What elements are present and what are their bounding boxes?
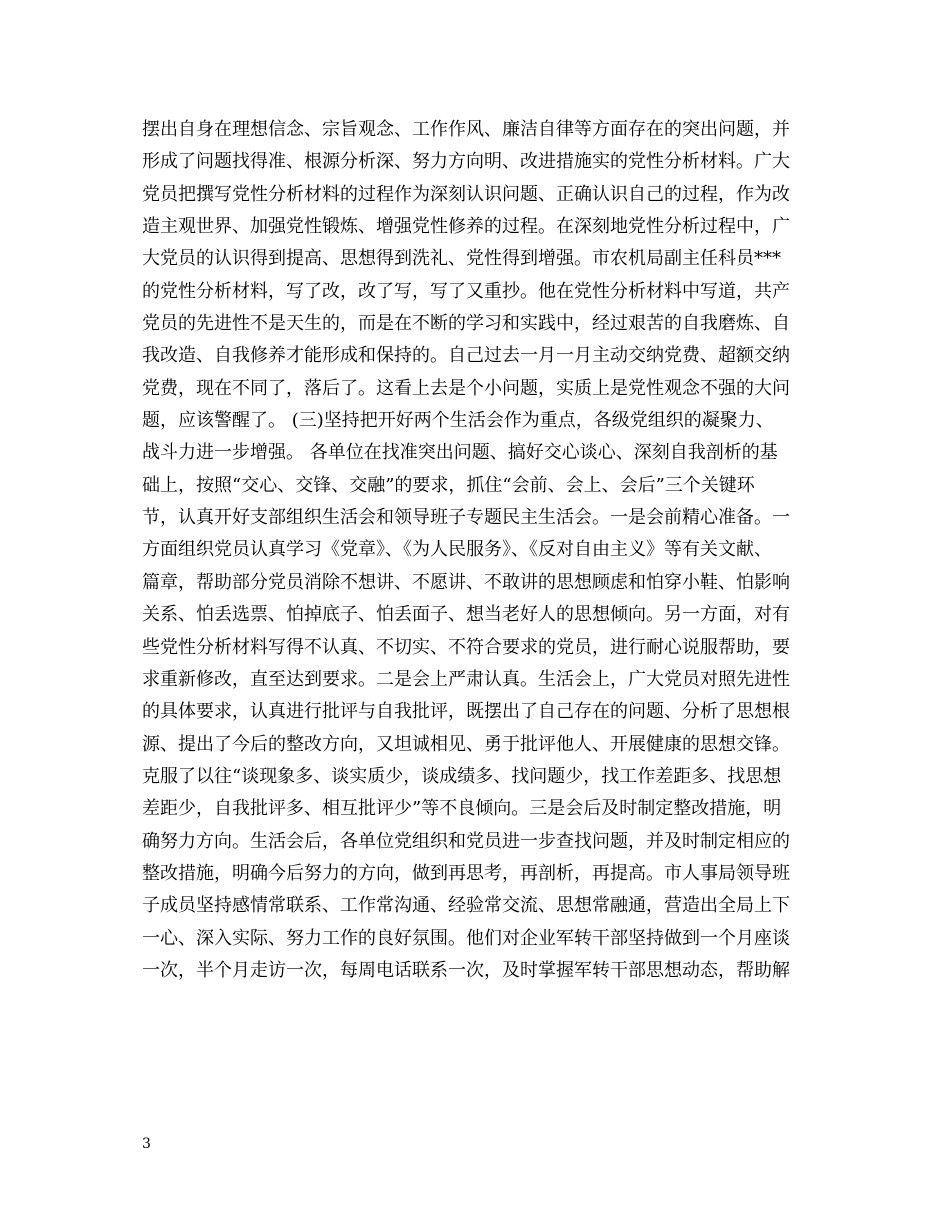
text-line: 一心、深入实际、努力工作的良好氛围。他们对企业军转干部坚持做到一个月座谈 [142,927,790,949]
text-line: 党费，现在不同了，落后了。这看上去是个小问题，实质上是党性观念不强的大问 [142,377,790,399]
page-number: 3 [142,1136,151,1152]
text-line: 战斗力进一步增强。 各单位在找准突出问题、搞好交心谈心、深刻自我剖析的基 [142,442,778,464]
text-line: 摆出自身在理想信念、宗旨观念、工作作风、廉洁自律等方面存在的突出问题，并 [142,119,790,140]
text-line: 克服了以往“谈现象多、谈实质少，谈成绩多、找问题少，找工作差距多、找思想 [142,765,782,787]
text-line: 关系、怕丢选票、怕掉底子、怕丢面子、想当老好人的思想倾向。另一方面，对有 [142,604,790,626]
body-text [142,114,822,987]
text-line: 方面组织党员认真学习《党章》、《为人民服务》、《反对自由主义》等有关文献、 [142,539,772,561]
text-line: 源、提出了今后的整改方向，又坦诚相见、勇于批评他人、开展健康的思想交锋。 [142,733,790,755]
text-line: 篇章，帮助部分党员消除不想讲、不愿讲、不敢讲的思想顾虑和怕穿小鞋、怕影响 [142,571,790,593]
text-line: 差距少，自我批评多、相互批评少”等不良倾向。三是会后及时制定整改措施，明 [142,798,782,820]
text-line: 题，应该警醒了。 (三)坚持把开好两个生活会作为重点，各级党组织的凝聚力、 [142,410,774,432]
text-line: 些党性分析材料写得不认真、不切实、不符合要求的党员，进行耐心说服帮助，要 [142,636,790,658]
text-line: 求重新修改，直至达到要求。二是会上严肃认真。生活会上，广大党员对照先进性 [142,668,790,690]
text-line: 党员把撰写党性分析材料的过程作为深刻认识问题、正确认识自己的过程，作为改 [142,183,790,205]
text-line: 我改造、自我修养才能形成和保持的。自己过去一月一月主动交纳党费、超额交纳 [142,345,790,367]
text-line: 大党员的认识得到提高、思想得到洗礼、党性得到增强。市农机局副主任科员*** [142,248,781,270]
text-line: 的党性分析材料，写了改，改了写，写了又重抄。他在党性分析材料中写道，共产 [142,280,790,302]
text-line: 整改措施，明确今后努力的方向，做到再思考，再剖析，再提高。市人事局领导班 [142,862,790,884]
text-line: 一次，半个月走访一次，每周电话联系一次，及时掌握军转干部思想动态，帮助解 [142,959,790,981]
text-line: 确努力方向。生活会后，各单位党组织和党员进一步查找问题，并及时制定相应的 [142,830,790,852]
text-line: 节，认真开好支部组织生活会和领导班子专题民主生活会。一是会前精心准备。一 [142,507,790,529]
text-line: 础上，按照“交心、交锋、交融”的要求，抓住“会前、会上、会后”三个关键环 [142,474,755,496]
text-line: 的具体要求，认真进行批评与自我批评，既摆出了自己存在的问题、分析了思想根 [142,701,790,723]
text-line: 造主观世界、加强党性锻炼、增强党性修养的过程。在深刻地党性分析过程中，广 [142,216,790,238]
text-line: 党员的先进性不是天生的，而是在不断的学习和实践中，经过艰苦的自我磨炼、自 [142,313,790,335]
text-line: 形成了问题找得准、根源分析深、努力方向明、改进措施实的党性分析材料。广大 [142,151,790,173]
text-line: 子成员坚持感情常联系、工作常沟通、经验常交流、思想常融通，营造出全局上下 [142,895,790,917]
